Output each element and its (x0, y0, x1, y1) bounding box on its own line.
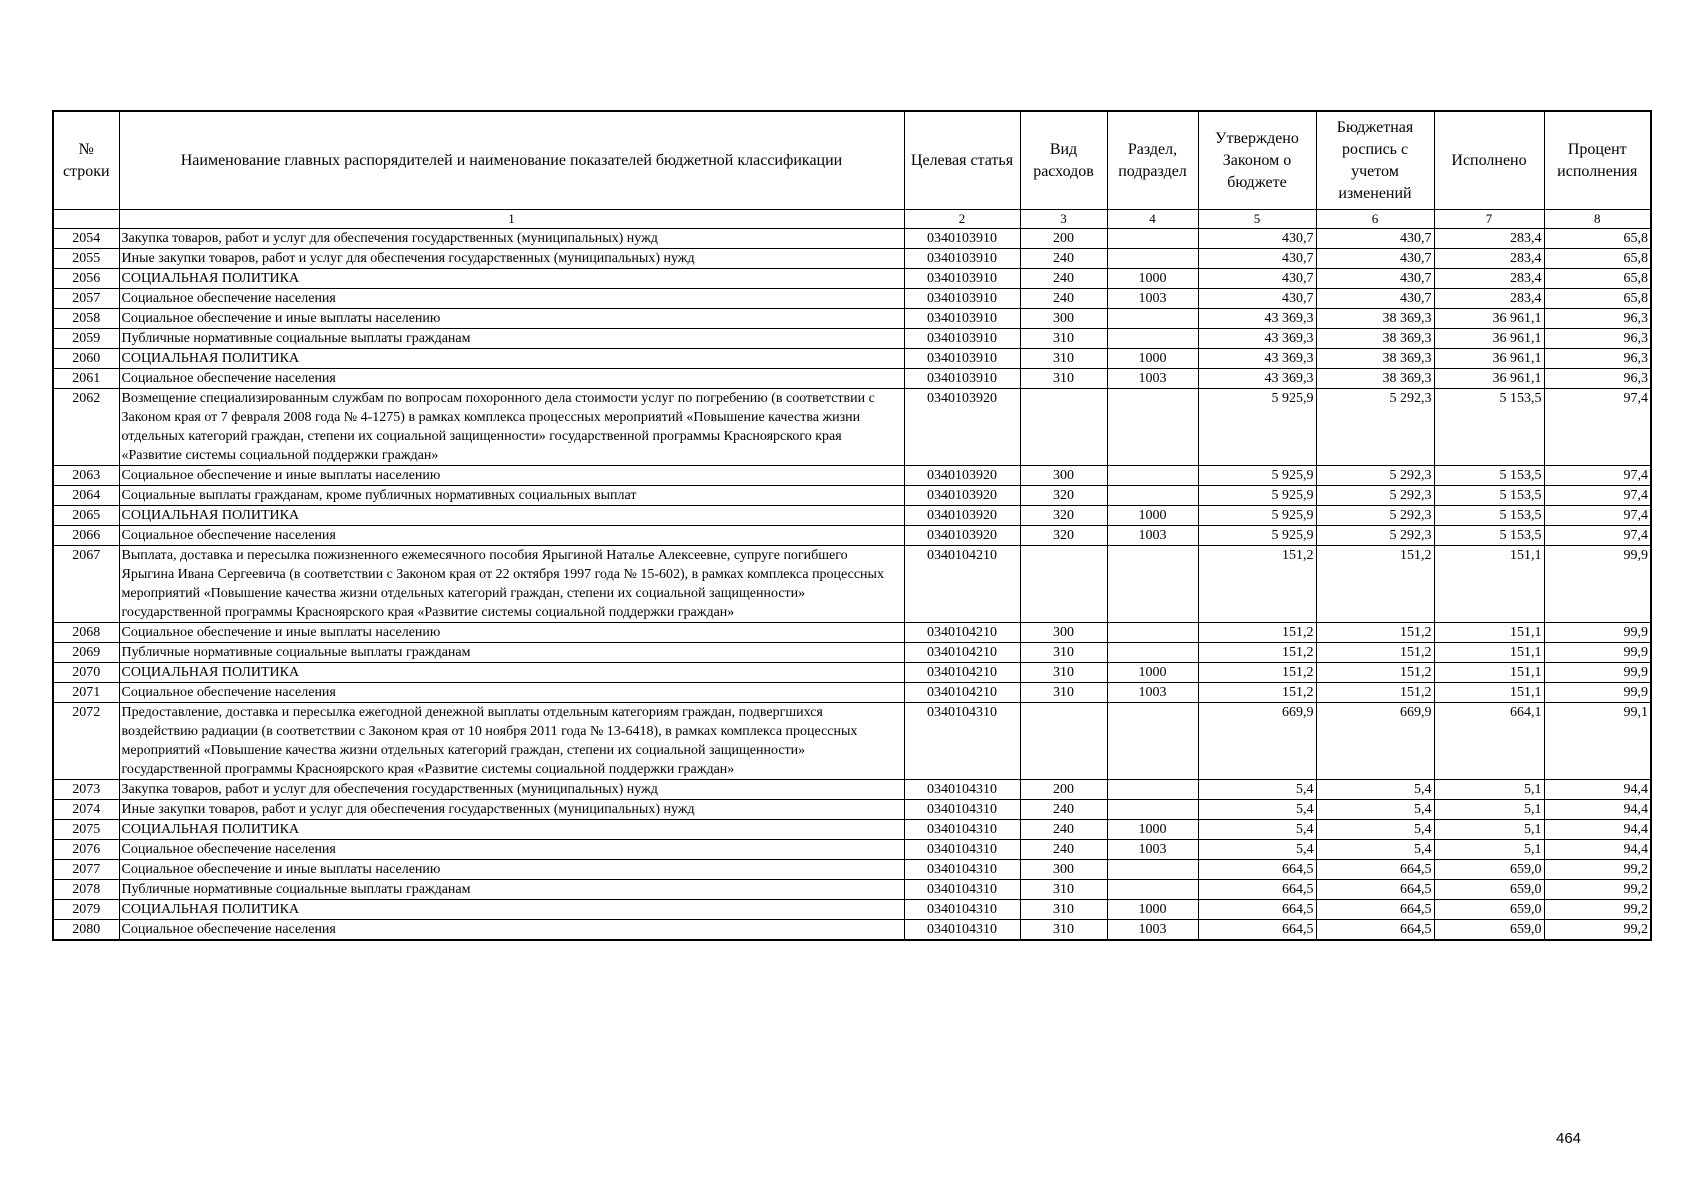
executed-amount: 151,1 (1434, 643, 1544, 663)
executed-amount: 283,4 (1434, 269, 1544, 289)
executed-amount: 283,4 (1434, 229, 1544, 249)
budget-amount: 430,7 (1316, 229, 1434, 249)
row-name: Предоставление, доставка и пересылка ежегодной денежной выплаты отдельным категориям граждан, подвергшихся воздействию радиации (в соответствии с Законом края от 10 ноября 2011 года № 13-6418), в рамках комплекса процессных мероприятий «Повышение качества жизни отдельных категорий граждан, степени их социальной защищенности» государственной программы Красноярского края «Развитие системы социальной поддержки граждан» (119, 703, 904, 780)
executed-amount: 5 153,5 (1434, 506, 1544, 526)
row-number: 2060 (53, 349, 119, 369)
executed-amount: 5 153,5 (1434, 466, 1544, 486)
expense-type: 310 (1020, 329, 1107, 349)
budget-amount: 430,7 (1316, 289, 1434, 309)
target-article: 0340104310 (904, 920, 1020, 941)
target-article: 0340104210 (904, 663, 1020, 683)
executed-amount: 659,0 (1434, 860, 1544, 880)
expense-type: 300 (1020, 466, 1107, 486)
section (1107, 860, 1198, 880)
execution-percent: 94,4 (1544, 820, 1651, 840)
row-number: 2055 (53, 249, 119, 269)
execution-percent: 97,4 (1544, 486, 1651, 506)
row-number: 2074 (53, 800, 119, 820)
section (1107, 249, 1198, 269)
section (1107, 703, 1198, 780)
header-section: Раздел, подраздел (1107, 111, 1198, 210)
budget-amount: 664,5 (1316, 920, 1434, 941)
table-row (53, 249, 1651, 269)
budget-amount: 664,5 (1316, 900, 1434, 920)
budget-amount: 38 369,3 (1316, 369, 1434, 389)
row-number: 2070 (53, 663, 119, 683)
row-name: Иные закупки товаров, работ и услуг для обеспечения государственных (муниципальных) нужд (119, 800, 904, 820)
expense-type: 240 (1020, 800, 1107, 820)
execution-percent: 94,4 (1544, 840, 1651, 860)
row-number: 2068 (53, 623, 119, 643)
section: 1003 (1107, 840, 1198, 860)
budget-amount: 151,2 (1316, 683, 1434, 703)
table-row (53, 840, 1651, 860)
approved-amount: 430,7 (1198, 289, 1316, 309)
budget-amount: 5,4 (1316, 820, 1434, 840)
executed-amount: 36 961,1 (1434, 309, 1544, 329)
row-name: Социальное обеспечение населения (119, 369, 904, 389)
section (1107, 800, 1198, 820)
target-article: 0340103920 (904, 506, 1020, 526)
executed-amount: 36 961,1 (1434, 369, 1544, 389)
row-number: 2077 (53, 860, 119, 880)
header-row-number: № строки (53, 111, 119, 210)
section (1107, 309, 1198, 329)
executed-amount: 5 153,5 (1434, 389, 1544, 466)
approved-amount: 430,7 (1198, 269, 1316, 289)
target-article: 0340103920 (904, 466, 1020, 486)
table-row (53, 329, 1651, 349)
expense-type: 310 (1020, 683, 1107, 703)
executed-amount: 659,0 (1434, 900, 1544, 920)
row-name: Социальное обеспечение и иные выплаты населению (119, 309, 904, 329)
execution-percent: 99,9 (1544, 546, 1651, 623)
column-number: 6 (1316, 210, 1434, 229)
row-name: Социальное обеспечение и иные выплаты населению (119, 466, 904, 486)
table-row (53, 289, 1651, 309)
table-row (53, 309, 1651, 329)
target-article: 0340103920 (904, 486, 1020, 506)
target-article: 0340103910 (904, 309, 1020, 329)
budget-amount: 5 292,3 (1316, 526, 1434, 546)
row-name: СОЦИАЛЬНАЯ ПОЛИТИКА (119, 269, 904, 289)
table-row (53, 820, 1651, 840)
execution-percent: 99,9 (1544, 643, 1651, 663)
approved-amount: 664,5 (1198, 860, 1316, 880)
execution-percent: 94,4 (1544, 800, 1651, 820)
executed-amount: 151,1 (1434, 663, 1544, 683)
execution-percent: 99,9 (1544, 683, 1651, 703)
section: 1003 (1107, 683, 1198, 703)
row-number: 2065 (53, 506, 119, 526)
expense-type: 240 (1020, 249, 1107, 269)
expense-type: 310 (1020, 643, 1107, 663)
approved-amount: 5 925,9 (1198, 466, 1316, 486)
header-target-article: Целевая статья (904, 111, 1020, 210)
row-number: 2066 (53, 526, 119, 546)
row-number: 2062 (53, 389, 119, 466)
header-name: Наименование главных распорядителей и наименование показателей бюджетной классификации (119, 111, 904, 210)
target-article: 0340103920 (904, 389, 1020, 466)
row-name: Социальное обеспечение населения (119, 683, 904, 703)
row-number: 2080 (53, 920, 119, 941)
target-article: 0340103910 (904, 329, 1020, 349)
column-number: 2 (904, 210, 1020, 229)
table-header (53, 111, 1651, 229)
table-row (53, 880, 1651, 900)
column-number: 1 (119, 210, 904, 229)
target-article: 0340104310 (904, 840, 1020, 860)
column-number-row (53, 210, 1651, 229)
row-number: 2075 (53, 820, 119, 840)
execution-percent: 65,8 (1544, 249, 1651, 269)
expense-type: 300 (1020, 860, 1107, 880)
row-name: Иные закупки товаров, работ и услуг для обеспечения государственных (муниципальных) нужд (119, 249, 904, 269)
approved-amount: 43 369,3 (1198, 369, 1316, 389)
section (1107, 880, 1198, 900)
budget-amount: 5 292,3 (1316, 389, 1434, 466)
budget-amount: 5 292,3 (1316, 486, 1434, 506)
row-number: 2058 (53, 309, 119, 329)
expense-type: 240 (1020, 269, 1107, 289)
row-name: СОЦИАЛЬНАЯ ПОЛИТИКА (119, 820, 904, 840)
expense-type: 240 (1020, 289, 1107, 309)
budget-amount: 151,2 (1316, 623, 1434, 643)
approved-amount: 5 925,9 (1198, 506, 1316, 526)
row-name: СОЦИАЛЬНАЯ ПОЛИТИКА (119, 900, 904, 920)
row-number: 2071 (53, 683, 119, 703)
table-row (53, 506, 1651, 526)
budget-amount: 151,2 (1316, 663, 1434, 683)
target-article: 0340104310 (904, 780, 1020, 800)
executed-amount: 151,1 (1434, 546, 1544, 623)
row-name: Закупка товаров, работ и услуг для обеспечения государственных (муниципальных) нужд (119, 780, 904, 800)
table-row (53, 229, 1651, 249)
budget-amount: 5 292,3 (1316, 466, 1434, 486)
row-number: 2078 (53, 880, 119, 900)
section (1107, 466, 1198, 486)
row-number: 2069 (53, 643, 119, 663)
table-row (53, 860, 1651, 880)
row-name: СОЦИАЛЬНАЯ ПОЛИТИКА (119, 349, 904, 369)
header-approved: Утверждено Законом о бюджете (1198, 111, 1316, 210)
executed-amount: 5 153,5 (1434, 526, 1544, 546)
section: 1003 (1107, 920, 1198, 941)
table-row (53, 369, 1651, 389)
executed-amount: 36 961,1 (1434, 329, 1544, 349)
executed-amount: 283,4 (1434, 289, 1544, 309)
target-article: 0340104310 (904, 800, 1020, 820)
section: 1000 (1107, 820, 1198, 840)
executed-amount: 151,1 (1434, 623, 1544, 643)
table-row (53, 780, 1651, 800)
table-row (53, 683, 1651, 703)
expense-type: 310 (1020, 663, 1107, 683)
budget-amount: 38 369,3 (1316, 349, 1434, 369)
header-executed: Исполнено (1434, 111, 1544, 210)
target-article: 0340103920 (904, 526, 1020, 546)
expense-type: 310 (1020, 349, 1107, 369)
execution-percent: 97,4 (1544, 389, 1651, 466)
header-percent: Процент исполнения (1544, 111, 1651, 210)
budget-amount: 430,7 (1316, 269, 1434, 289)
table-row (53, 900, 1651, 920)
executed-amount: 5,1 (1434, 800, 1544, 820)
execution-percent: 65,8 (1544, 269, 1651, 289)
column-number: 7 (1434, 210, 1544, 229)
approved-amount: 43 369,3 (1198, 329, 1316, 349)
target-article: 0340104210 (904, 546, 1020, 623)
target-article: 0340104310 (904, 880, 1020, 900)
row-number: 2059 (53, 329, 119, 349)
section: 1003 (1107, 289, 1198, 309)
table-row (53, 349, 1651, 369)
row-name: Выплата, доставка и пересылка пожизненного ежемесячного пособия Ярыгиной Наталье Алексеевне, супруге погибшего Ярыгина Ивана Сергеевича (в соответствии с Законом края от 22 октября 1997 года № 15-602), в рамках комплекса процессных мероприятий «Повышение качества жизни отдельных категорий граждан, степени их социальной защищенности» государственной программы Красноярского края «Развитие системы социальной поддержки граждан» (119, 546, 904, 623)
section: 1003 (1107, 369, 1198, 389)
column-number: 4 (1107, 210, 1198, 229)
budget-amount: 151,2 (1316, 546, 1434, 623)
approved-amount: 151,2 (1198, 643, 1316, 663)
row-name: Закупка товаров, работ и услуг для обеспечения государственных (муниципальных) нужд (119, 229, 904, 249)
budget-table (52, 110, 1652, 941)
column-number: 3 (1020, 210, 1107, 229)
table-row (53, 389, 1651, 466)
target-article: 0340104210 (904, 683, 1020, 703)
section (1107, 643, 1198, 663)
approved-amount: 43 369,3 (1198, 309, 1316, 329)
approved-amount: 5,4 (1198, 800, 1316, 820)
column-number: 5 (1198, 210, 1316, 229)
table-row (53, 526, 1651, 546)
target-article: 0340104210 (904, 643, 1020, 663)
target-article: 0340103910 (904, 349, 1020, 369)
budget-amount: 430,7 (1316, 249, 1434, 269)
section: 1000 (1107, 269, 1198, 289)
approved-amount: 5 925,9 (1198, 486, 1316, 506)
approved-amount: 151,2 (1198, 683, 1316, 703)
row-name: Возмещение специализированным службам по вопросам похоронного дела стоимости услуг по погребению (в соответствии с Законом края от 7 февраля 2008 года № 4-1275) в рамках комплекса процессных мероприятий «Повышение качества жизни отдельных категорий граждан, степени их социальной защищенности» государственной программы Красноярского края «Развитие системы социальной поддержки граждан» (119, 389, 904, 466)
execution-percent: 96,3 (1544, 309, 1651, 329)
table-row (53, 486, 1651, 506)
row-name: Социальное обеспечение населения (119, 920, 904, 941)
budget-amount: 5,4 (1316, 800, 1434, 820)
budget-amount: 664,5 (1316, 860, 1434, 880)
approved-amount: 5 925,9 (1198, 389, 1316, 466)
column-number-blank (53, 210, 119, 229)
expense-type: 320 (1020, 526, 1107, 546)
expense-type: 300 (1020, 309, 1107, 329)
target-article: 0340104310 (904, 900, 1020, 920)
row-name: Социальное обеспечение населения (119, 840, 904, 860)
row-number: 2054 (53, 229, 119, 249)
section: 1000 (1107, 349, 1198, 369)
approved-amount: 664,5 (1198, 920, 1316, 941)
execution-percent: 99,2 (1544, 880, 1651, 900)
budget-amount: 5,4 (1316, 780, 1434, 800)
executed-amount: 659,0 (1434, 920, 1544, 941)
expense-type (1020, 703, 1107, 780)
expense-type: 310 (1020, 369, 1107, 389)
section (1107, 780, 1198, 800)
row-number: 2079 (53, 900, 119, 920)
row-name: Социальное обеспечение населения (119, 526, 904, 546)
expense-type (1020, 546, 1107, 623)
row-number: 2061 (53, 369, 119, 389)
header-row (53, 111, 1651, 210)
execution-percent: 99,9 (1544, 623, 1651, 643)
expense-type (1020, 389, 1107, 466)
section: 1000 (1107, 506, 1198, 526)
row-number: 2076 (53, 840, 119, 860)
section: 1000 (1107, 900, 1198, 920)
expense-type: 310 (1020, 880, 1107, 900)
table-row (53, 703, 1651, 780)
expense-type: 320 (1020, 506, 1107, 526)
execution-percent: 65,8 (1544, 229, 1651, 249)
execution-percent: 65,8 (1544, 289, 1651, 309)
target-article: 0340103910 (904, 249, 1020, 269)
budget-amount: 5 292,3 (1316, 506, 1434, 526)
section (1107, 229, 1198, 249)
target-article: 0340103910 (904, 269, 1020, 289)
execution-percent: 99,2 (1544, 860, 1651, 880)
expense-type: 200 (1020, 780, 1107, 800)
executed-amount: 36 961,1 (1434, 349, 1544, 369)
row-name: Социальное обеспечение и иные выплаты населению (119, 623, 904, 643)
target-article: 0340104310 (904, 703, 1020, 780)
approved-amount: 669,9 (1198, 703, 1316, 780)
expense-type: 240 (1020, 840, 1107, 860)
header-budget-schedule: Бюджетная роспись с учетом изменений (1316, 111, 1434, 210)
execution-percent: 99,2 (1544, 900, 1651, 920)
expense-type: 300 (1020, 623, 1107, 643)
execution-percent: 96,3 (1544, 329, 1651, 349)
budget-amount: 38 369,3 (1316, 309, 1434, 329)
row-number: 2056 (53, 269, 119, 289)
table-row (53, 920, 1651, 941)
executed-amount: 659,0 (1434, 880, 1544, 900)
table-row (53, 643, 1651, 663)
row-name: Публичные нормативные социальные выплаты гражданам (119, 880, 904, 900)
executed-amount: 283,4 (1434, 249, 1544, 269)
row-number: 2073 (53, 780, 119, 800)
approved-amount: 430,7 (1198, 249, 1316, 269)
executed-amount: 151,1 (1434, 683, 1544, 703)
approved-amount: 5,4 (1198, 820, 1316, 840)
target-article: 0340104310 (904, 860, 1020, 880)
execution-percent: 96,3 (1544, 349, 1651, 369)
execution-percent: 97,4 (1544, 526, 1651, 546)
approved-amount: 151,2 (1198, 663, 1316, 683)
row-number: 2063 (53, 466, 119, 486)
section (1107, 486, 1198, 506)
approved-amount: 664,5 (1198, 880, 1316, 900)
section: 1003 (1107, 526, 1198, 546)
row-number: 2064 (53, 486, 119, 506)
table-row (53, 546, 1651, 623)
row-number: 2072 (53, 703, 119, 780)
executed-amount: 5,1 (1434, 840, 1544, 860)
section (1107, 623, 1198, 643)
expense-type: 310 (1020, 900, 1107, 920)
approved-amount: 5,4 (1198, 840, 1316, 860)
table-row (53, 663, 1651, 683)
target-article: 0340103910 (904, 229, 1020, 249)
table-row (53, 466, 1651, 486)
execution-percent: 97,4 (1544, 466, 1651, 486)
row-name: Социальное обеспечение и иные выплаты населению (119, 860, 904, 880)
target-article: 0340103910 (904, 369, 1020, 389)
execution-percent: 97,4 (1544, 506, 1651, 526)
table-row (53, 269, 1651, 289)
section (1107, 389, 1198, 466)
target-article: 0340103910 (904, 289, 1020, 309)
table-row (53, 800, 1651, 820)
row-name: Публичные нормативные социальные выплаты гражданам (119, 329, 904, 349)
target-article: 0340104310 (904, 820, 1020, 840)
page-number: 464 (1556, 1130, 1582, 1147)
approved-amount: 430,7 (1198, 229, 1316, 249)
approved-amount: 151,2 (1198, 546, 1316, 623)
row-number: 2067 (53, 546, 119, 623)
section (1107, 329, 1198, 349)
section: 1000 (1107, 663, 1198, 683)
execution-percent: 99,9 (1544, 663, 1651, 683)
expense-type: 320 (1020, 486, 1107, 506)
execution-percent: 96,3 (1544, 369, 1651, 389)
row-name: СОЦИАЛЬНАЯ ПОЛИТИКА (119, 663, 904, 683)
table-body (53, 229, 1651, 941)
budget-amount: 5,4 (1316, 840, 1434, 860)
executed-amount: 5 153,5 (1434, 486, 1544, 506)
budget-amount: 38 369,3 (1316, 329, 1434, 349)
executed-amount: 664,1 (1434, 703, 1544, 780)
row-name: Социальные выплаты гражданам, кроме публичных нормативных социальных выплат (119, 486, 904, 506)
expense-type: 240 (1020, 820, 1107, 840)
approved-amount: 5,4 (1198, 780, 1316, 800)
row-name: Публичные нормативные социальные выплаты гражданам (119, 643, 904, 663)
header-expense-type: Вид расходов (1020, 111, 1107, 210)
executed-amount: 5,1 (1434, 780, 1544, 800)
table-row (53, 623, 1651, 643)
execution-percent: 94,4 (1544, 780, 1651, 800)
row-number: 2057 (53, 289, 119, 309)
approved-amount: 43 369,3 (1198, 349, 1316, 369)
execution-percent: 99,1 (1544, 703, 1651, 780)
column-number: 8 (1544, 210, 1651, 229)
expense-type: 310 (1020, 920, 1107, 941)
approved-amount: 151,2 (1198, 623, 1316, 643)
section (1107, 546, 1198, 623)
row-name: Социальное обеспечение населения (119, 289, 904, 309)
row-name: СОЦИАЛЬНАЯ ПОЛИТИКА (119, 506, 904, 526)
budget-amount: 664,5 (1316, 880, 1434, 900)
approved-amount: 5 925,9 (1198, 526, 1316, 546)
budget-amount: 669,9 (1316, 703, 1434, 780)
target-article: 0340104210 (904, 623, 1020, 643)
budget-amount: 151,2 (1316, 643, 1434, 663)
execution-percent: 99,2 (1544, 920, 1651, 941)
approved-amount: 664,5 (1198, 900, 1316, 920)
executed-amount: 5,1 (1434, 820, 1544, 840)
expense-type: 200 (1020, 229, 1107, 249)
